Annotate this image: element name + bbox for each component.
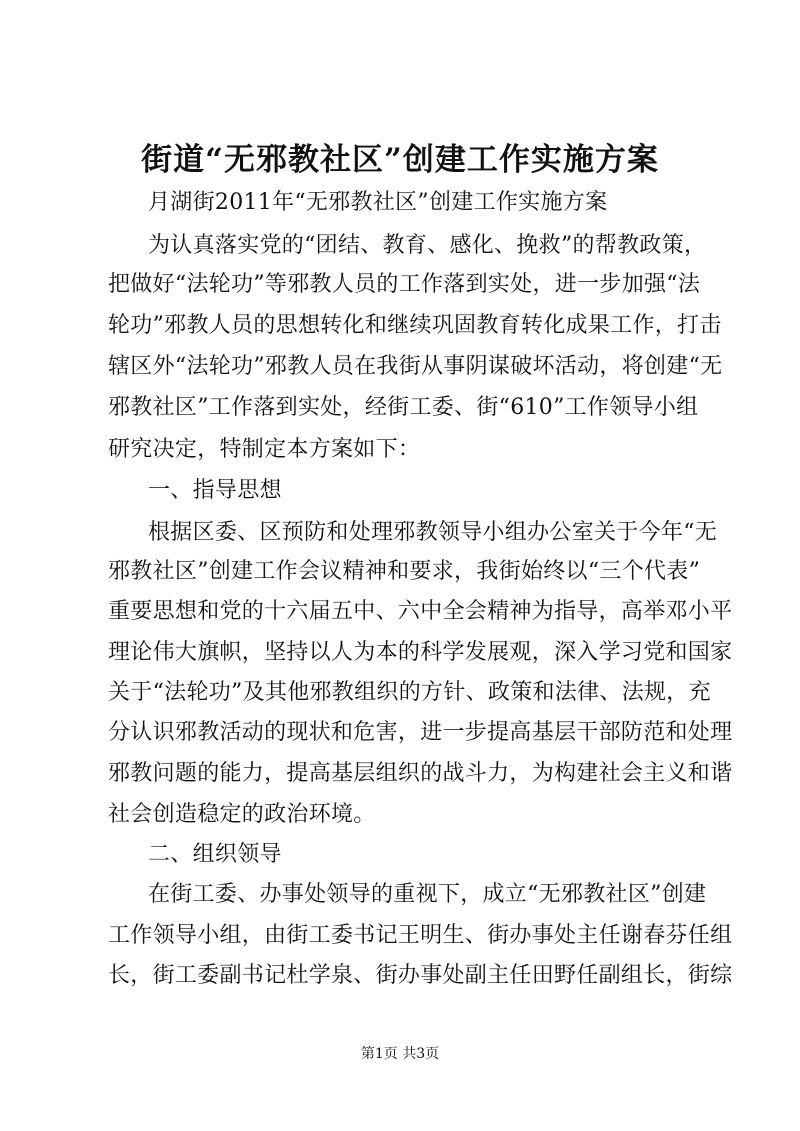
paragraph-1-line: 邪教社区”工作落到实处，经街工委、街“610”工作领导小组 (108, 395, 699, 420)
section-heading-1: 一、指导思想 (148, 478, 282, 503)
paragraph-3-line: 在街工委、办事处领导的重视下，成立“无邪教社区”创建 (148, 882, 707, 907)
paragraph-2-line: 理论伟大旗帜，坚持以人为本的科学发展观，深入学习党和国家 (108, 640, 733, 665)
paragraph-2-line: 重要思想和党的十六届五中、六中全会精神为指导，高举邓小平 (108, 599, 733, 624)
document-title: 街道“无邪教社区”创建工作实施方案 (141, 142, 659, 178)
paragraph-1-line: 为认真落实党的“团结、教育、感化、挽救”的帮教政策， (148, 233, 707, 258)
paragraph-1-line: 研究决定，特制定本方案如下： (108, 437, 421, 462)
paragraph-3-line: 长，街工委副书记杜学泉、街办事处副主任田野任副组长，街综 (108, 963, 733, 988)
paragraph-2-line: 关于“法轮功”及其他邪教组织的方针、政策和法律、法规，充 (108, 680, 711, 705)
section-heading-2: 二、组织领导 (148, 842, 282, 867)
paragraph-3-line: 工作领导小组，由街工委书记王明生、街办事处主任谢春芬任组 (108, 923, 733, 948)
paragraph-2-line: 社会创造稳定的政治环境。 (108, 802, 376, 827)
paragraph-1-line: 把做好“法轮功”等邪教人员的工作落到实处，进一步加强“法 (108, 272, 701, 297)
paragraph-2-line: 邪教社区”创建工作会议精神和要求，我街始终以“三个代表” (108, 559, 701, 584)
paragraph-1-line: 轮功”邪教人员的思想转化和继续巩固教育转化成果工作，打击 (108, 313, 722, 338)
document-subtitle: 月湖街2011年“无邪教社区”创建工作实施方案 (148, 190, 608, 215)
paragraph-2-line: 分认识邪教活动的现状和危害，进一步提高基层干部防范和处理 (108, 720, 733, 745)
paragraph-2-line: 邪教问题的能力，提高基层组织的战斗力，为构建社会主义和谐 (108, 761, 733, 786)
page-number: 第1页 共3页 (360, 1046, 440, 1062)
paragraph-1-line: 辖区外“法轮功”邪教人员在我街从事阴谋破坏活动，将创建“无 (108, 354, 723, 379)
paragraph-2-line: 根据区委、区预防和处理邪教领导小组办公室关于今年“无 (148, 520, 718, 545)
